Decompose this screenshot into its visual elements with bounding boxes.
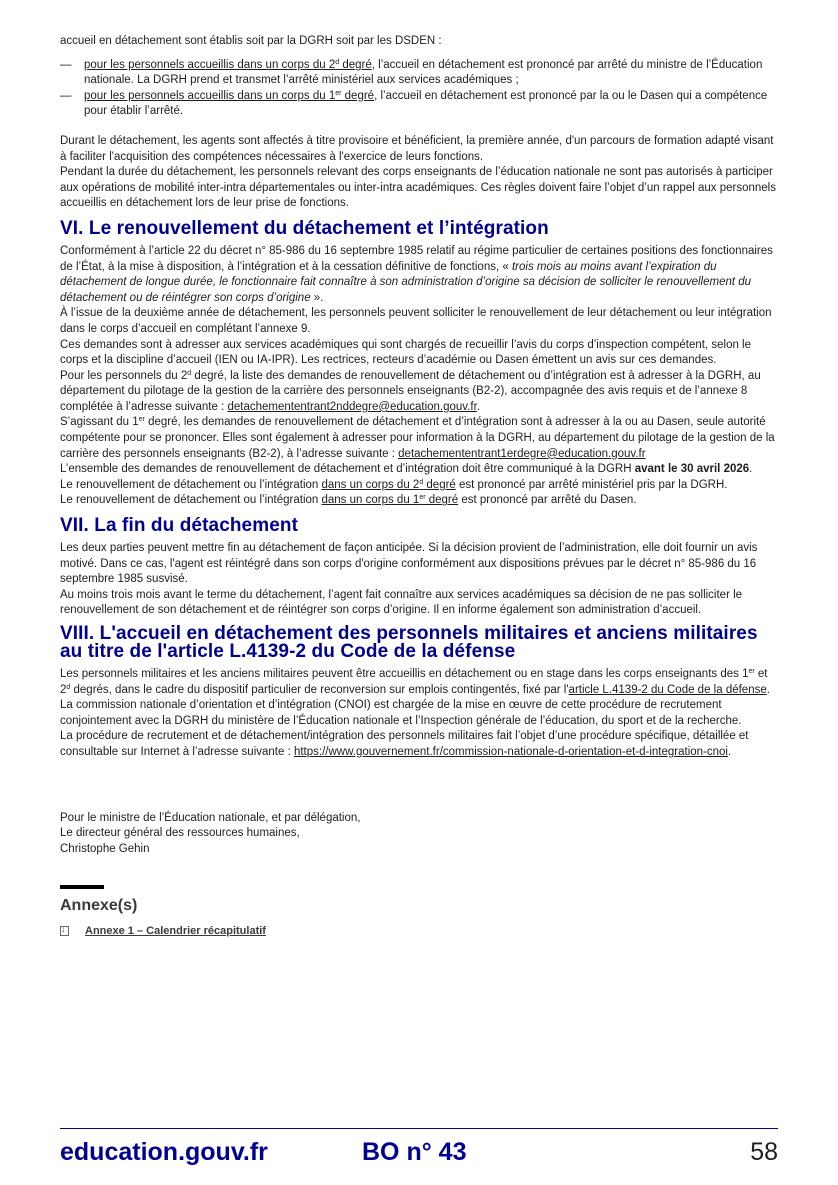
document-body	[60, 34, 778, 937]
deadline: avant le 30 avril 2026	[634, 463, 750, 476]
code-defense-link[interactable]: article L.4139-2 du Code de la défense	[568, 683, 767, 696]
email-link-1st-degree[interactable]: detachemententrant1erdegre@education.gouv.fr	[398, 447, 646, 460]
signature-line: Pour le ministre de l’Éducation nationale, et par délégation,	[60, 811, 361, 824]
section-vi	[60, 244, 778, 509]
signature-line: Le directeur général des ressources humaines,	[60, 827, 300, 840]
download-icon[interactable]	[60, 926, 69, 936]
paragraph: Au moins trois mois avant le terme du détachement, l’agent fait connaître aux services académiques sa décision de ne pas solliciter le renouvellement de son détachement et de réintégrer son corps d’origine. Il en informe également son administration d’accueil.	[60, 588, 743, 617]
paragraph: À l’issue de la deuxième année de détachement, les personnels peuvent solliciter le renouvellement de leur détachement ou leur intégration dans le corps d’accueil en complétant l’annexe 9.	[60, 307, 772, 335]
second-degree-link[interactable]: pour les personnels accueillis dans un corps du 2$^d$ degré	[84, 58, 372, 71]
paragraph: Les deux parties peuvent mettre fin au détachement de façon anticipée. Si la décision provient de l’administration, elle doit fournir un avis motivé. Dans ce cas, l'agent est réintégré dans son corps d'origine conformément aux dispositions prévues par le décret n° 85-986 du 16 septembre 1985 susvisé.	[60, 542, 758, 586]
paragraph: Les personnels militaires et les anciens militaires peuvent être accueillis en détachement ou en stage dans les corps enseignants des 1er et 2$^d$ degrés, dans le cadre du dispositif particulier de reconversion sur emplois contingentés, fixé par l'article L.4139-2 du Code de la défense.	[60, 668, 770, 696]
annex-title: Annexe(s)	[60, 897, 138, 915]
footer-site: education.gouv.fr	[60, 1138, 268, 1166]
signature-name: Christophe Gehin	[60, 842, 150, 855]
divider	[60, 885, 104, 889]
paragraph: Le renouvellement de détachement ou l’intégration dans un corps du 2$^d$ degré est prononcé par arrêté ministériel pris par la DGRH.	[60, 478, 728, 491]
email-link-2nd-degree[interactable]: detachemententrant2nddegre@education.gouv.fr	[227, 400, 477, 413]
second-degree-link[interactable]: dans un corps du 2$^d$ degré	[321, 478, 456, 491]
paragraph: Ces demandes sont à adresser aux services académiques qui sont chargés de recueillir l’avis du corps d’inspection compétent, selon le corps et la discipline d’accueil (IEN ou IA-IPR). Les rectrices, recteurs d’académie ou Dasen émettent un avis sur ces demandes.	[60, 338, 752, 367]
intro-line: accueil en détachement sont établis soit par la DGRH soit par les DSDEN :	[60, 35, 442, 47]
section-title-vi: VI. Le renouvellement du détachement et l’intégration	[60, 217, 549, 239]
signature-block	[60, 811, 778, 858]
first-degree-link[interactable]: dans un corps du 1er degré	[321, 494, 459, 507]
section-title-viii: VIII. L'accueil en détachement des personnels militaires et anciens militaires au titre de l'article L.4139-2 du Code de la défense	[60, 623, 758, 662]
page-footer	[60, 1138, 778, 1172]
footer-divider	[60, 1128, 778, 1129]
paragraph: L’ensemble des demandes de renouvellement de détachement et d’intégration doit être communiqué à la DGRH avant le 30 avril 2026.	[60, 463, 753, 476]
paragraph: Le renouvellement de détachement ou l’intégration dans un corps du 1er degré est prononcé par arrêté du Dasen.	[60, 494, 637, 507]
section-vii	[60, 541, 778, 619]
page-number: 58	[750, 1138, 778, 1166]
annex-item[interactable]	[60, 925, 778, 937]
detachment-list	[60, 58, 778, 120]
section-title-vii: VII. La fin du détachement	[60, 515, 299, 537]
footer-bulletin: BO n° 43	[362, 1138, 467, 1166]
list-item: — pour les personnels accueillis dans un corps du 1er degré, l’accueil en détachement est prononcé par la ou le Dasen qui a compétence pour établir l’arrêté.	[60, 89, 768, 118]
cnoi-link[interactable]: https://www.gouvernement.fr/commission-nationale-d-orientation-et-d-integration-cnoi	[293, 745, 728, 758]
annex-link[interactable]: Annexe 1 – Calendrier récapitulatif	[85, 925, 266, 938]
paragraph: Pendant la durée du détachement, les personnels relevant des corps enseignants de l’éducation nationale ne sont pas autorisés à participer aux opérations de mobilité inter-intra départementales ou inter-intra académiques. Ces règles doivent faire l’objet d’un rappel aux personnels accueillis en détachement lors de leur prise de fonctions.	[60, 166, 776, 210]
paragraph: La procédure de recrutement et de détachement/intégration des personnels militaires fait l’objet d’une procédure spécifique, détaillée et consultable sur Internet à l’adresse suivante : https://www.gouvernement.fr/commission-nationale-d-orientation-et-d-integration-cnoi.	[60, 730, 749, 758]
paragraph: Conformément à l’article 22 du décret n° 85-986 du 16 septembre 1985 relatif au régime particulier de certaines positions des fonctionnaires de l’État, à la mise à disposition, à l’intégration et à la cessation définitive de fonctions, « trois mois au moins avant l’expiration du détachement de longue durée, le fonctionnaire fait connaître à son administration d’origine sa décision de solliciter le renouvellement du détachement ou de réintégrer son corps d’origine ».	[60, 244, 773, 304]
paragraph: La commission nationale d’orientation et d’intégration (CNOI) est chargée de la mise en œuvre de cette procédure de recrutement conjointement avec la DGRH du ministère de l’Éducation nationale et l’Inspection générale de l’éducation, du sport et de la recherche.	[60, 699, 742, 727]
paragraph: Durant le détachement, les agents sont affectés à titre provisoire et bénéficient, la première année, d'un parcours de formation adapté visant à faciliter l'acquisition des compétences nécessaires à l'exercice de leurs fonctions.	[60, 134, 774, 163]
list-item: — pour les personnels accueillis dans un corps du 2$^d$ degré, l’accueil en détachement est prononcé par arrêté du ministre de l’Éducation nationale. La DGRH prend et transmet l’arrêté ministériel aux services académiques ;	[60, 58, 763, 87]
paragraph: Pour les personnels du 2$^d$ degré, la liste des demandes de renouvellement de détachement ou d’intégration est à adresser à la DGRH, au département du pilotage de la gestion de la carrière des personnels enseignants (B2-2), accompagnée des avis requis et de l’annexe 8 complétée à l’adresse suivante : detachemententrant2nddegre@education.gouv.fr.	[60, 369, 761, 413]
section-viii	[60, 667, 778, 761]
paragraph: S’agissant du 1er degré, les demandes de renouvellement de détachement et d’intégration sont à adresser à la ou au Dasen, seule autorité compétente pour se prononcer. Elles sont également à adresser pour information à la DGRH, au département du pilotage de la gestion de la carrière des personnels enseignants (B2-2), à l’adresse suivante : detachemententrant1erdegre@education.gouv.fr	[60, 416, 775, 460]
dash-bullet: —	[60, 58, 72, 71]
first-degree-link[interactable]: pour les personnels accueillis dans un corps du 1er degré	[84, 89, 375, 102]
dash-bullet: —	[60, 89, 72, 102]
